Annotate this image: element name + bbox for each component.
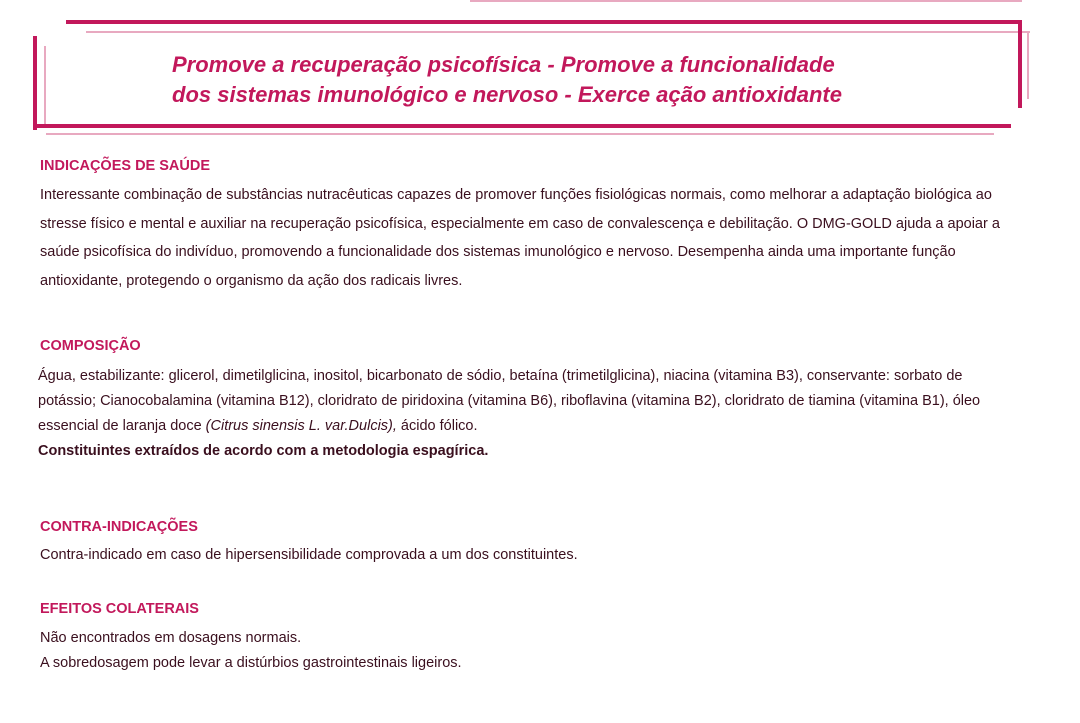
- composicao-line: [38, 414, 1038, 439]
- efeitos-line: Não encontrados em dosagens normais.: [40, 630, 302, 646]
- frame-top-line: [66, 20, 1022, 24]
- efeitos-text: [40, 626, 1040, 676]
- top-accent-line: [470, 0, 1022, 2]
- composicao-heading: COMPOSIÇÃO: [40, 338, 141, 354]
- indicacoes-line: saúde psicofísica do indivíduo, promovendo a funcionalidade dos sistemas imunológico e nervoso. Desempenha ainda uma importante função: [40, 244, 956, 261]
- indicacoes-heading: INDICAÇÕES DE SAÚDE: [40, 158, 210, 174]
- composicao-text: [38, 364, 1038, 464]
- frame-bottom-line: [33, 124, 1011, 128]
- section-efeitos-colaterais: [40, 600, 1040, 676]
- banner-title: [172, 50, 992, 110]
- indicacoes-line: Interessante combinação de substâncias nutracêuticas capazes de promover funções fisiológicas normais, como melhorar a adaptação biológica ao: [40, 187, 992, 203]
- frame-right-inner-line: [1027, 33, 1029, 99]
- composicao-line3-post: ácido fólico.: [396, 418, 478, 434]
- composicao-species-name: (Citrus sinensis L. var.Dulcis),: [205, 418, 397, 434]
- section-indicacoes: [40, 157, 1040, 296]
- banner-title-line-1: Promove a recuperação psicofísica - Promove a funcionalidade: [172, 52, 835, 77]
- frame-right-line: [1018, 20, 1022, 108]
- composicao-line3-pre: essencial de laranja doce: [38, 418, 206, 434]
- indicacoes-line: antioxidante, protegendo o organismo da ação dos radicais livres.: [40, 273, 463, 290]
- frame-top-inner-line: [86, 31, 1030, 33]
- composicao-note: Constituintes extraídos de acordo com a metodologia espagírica.: [38, 443, 489, 459]
- indicacoes-text: [40, 181, 1040, 296]
- frame-left-line: [33, 36, 37, 130]
- efeitos-line: A sobredosagem pode levar a distúrbios gastrointestinais ligeiros.: [40, 655, 462, 671]
- contra-text: Contra-indicado em caso de hipersensibilidade comprovada a um dos constituintes.: [40, 547, 578, 563]
- composicao-line: potássio; Cianocobalamina (vitamina B12), cloridrato de piridoxina (vitamina B6), riboflavina (vitamina B2), cloridrato de tiamina (vitamina B1), óleo: [38, 393, 981, 409]
- composicao-line: Água, estabilizante: glicerol, dimetilglicina, inositol, bicarbonato de sódio, betaína (trimetilglicina), niacina (vitamina B3), conservante: sorbato de: [38, 368, 963, 384]
- section-contra-indicacoes: [40, 518, 1040, 564]
- banner-title-line-2: dos sistemas imunológico e nervoso - Exerce ação antioxidante: [172, 82, 842, 107]
- frame-bottom-inner-line: [46, 133, 994, 135]
- indicacoes-line: stresse físico e mental e auxiliar na recuperação psicofísica, especialmente em caso de convalescença e debilitação. O DMG-GOLD ajuda a apoiar a: [40, 215, 1000, 232]
- contra-heading: CONTRA-INDICAÇÕES: [40, 519, 198, 535]
- frame-left-inner-line: [44, 46, 46, 124]
- efeitos-heading: EFEITOS COLATERAIS: [40, 601, 199, 617]
- section-composicao: [38, 337, 1038, 464]
